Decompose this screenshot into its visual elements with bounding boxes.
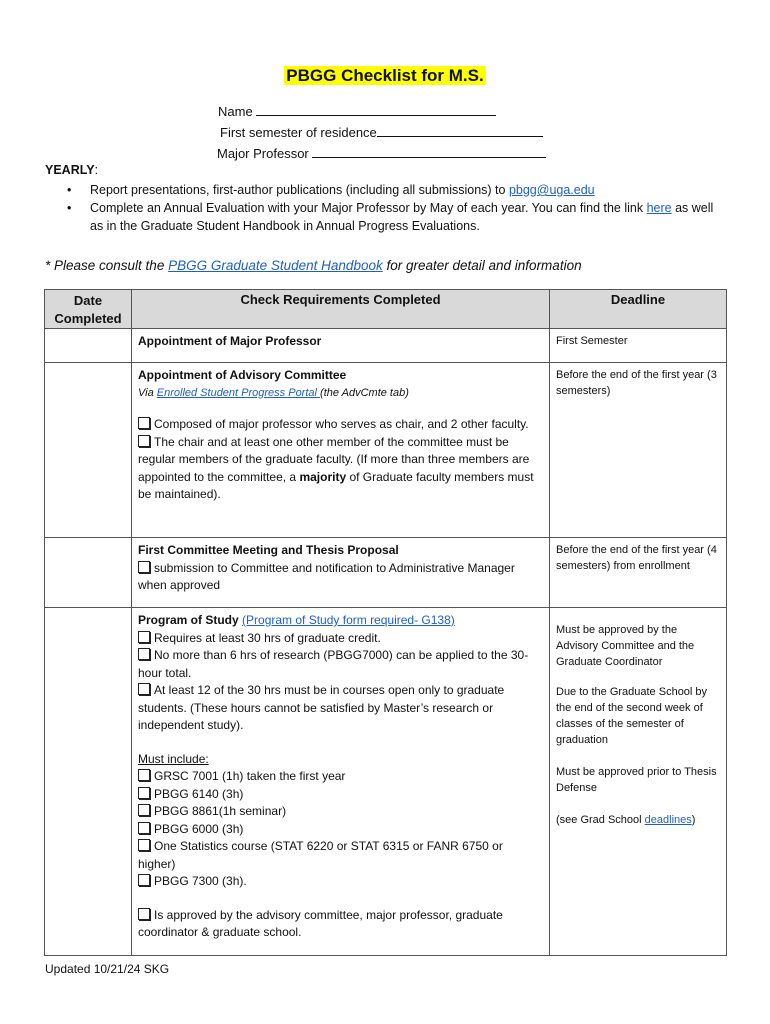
checklist-item xyxy=(138,838,543,873)
checkbox-icon[interactable] xyxy=(138,874,150,886)
deadline-suffix: ) xyxy=(691,814,696,826)
deadline-cell: First Semester xyxy=(550,329,727,363)
spacer xyxy=(138,735,543,751)
name-label: Name xyxy=(218,104,253,119)
checklist-item xyxy=(138,873,543,891)
first-semester-field[interactable] xyxy=(220,124,543,140)
date-cell[interactable] xyxy=(45,363,132,538)
spacer xyxy=(556,796,720,812)
date-cell[interactable] xyxy=(45,329,132,363)
yearly-bullets xyxy=(45,181,725,235)
date-cell[interactable] xyxy=(45,538,132,608)
spacer xyxy=(138,402,543,416)
table-header-row xyxy=(45,290,727,329)
list-item xyxy=(45,199,725,235)
checklist-item xyxy=(138,803,543,821)
via-suffix: (the AdvCmte tab) xyxy=(320,386,409,399)
via-prefix: Via xyxy=(138,386,157,399)
deadline-cell: Before the end of the first year (4 semesters) from enrollment xyxy=(550,538,727,608)
date-header: Date Completed xyxy=(45,290,132,329)
checklist-item xyxy=(138,434,543,504)
email-link[interactable]: pbgg@uga.edu xyxy=(508,183,595,197)
bullet-icon: • xyxy=(67,183,72,197)
requirement-cell xyxy=(132,363,550,538)
requirement-cell xyxy=(132,329,550,363)
item-text: No more than 6 hrs of research (PBGG7000) can be applied to the 30-hour total. xyxy=(138,648,529,680)
handbook-link[interactable]: PBGG Graduate Student Handbook xyxy=(168,258,383,273)
consult-prefix: * Please consult the xyxy=(45,258,169,273)
course-text: PBGG 6000 (3h) xyxy=(154,821,244,836)
deadline-cell: Before the end of the first year (3 semesters) xyxy=(550,363,727,538)
course-text: PBGG 7300 (3h). xyxy=(154,874,247,888)
checkbox-icon[interactable] xyxy=(138,787,150,799)
item-bold-text: majority xyxy=(299,469,347,484)
date-cell[interactable] xyxy=(45,608,132,956)
first-semester-label: First semester of residence xyxy=(220,125,377,140)
table-row xyxy=(45,363,727,538)
spacer xyxy=(556,748,720,764)
consult-suffix: for greater detail and information xyxy=(382,258,582,273)
page-title: PBGG Checklist for M.S. xyxy=(286,66,484,85)
name-field[interactable] xyxy=(218,103,496,119)
item-text: of Graduate faculty members must be maintained). xyxy=(138,469,534,501)
major-professor-label: Major Professor xyxy=(217,146,309,161)
via-line xyxy=(138,385,543,403)
checklist-item xyxy=(138,416,543,434)
deadlines-link[interactable]: deadlines xyxy=(644,814,692,826)
checklist-item xyxy=(138,907,543,942)
name-line[interactable] xyxy=(256,103,496,116)
major-professor-field[interactable] xyxy=(217,145,546,161)
requirement-cell xyxy=(132,608,550,956)
deadline-text: Must be approved prior to Thesis Defense xyxy=(556,766,717,794)
checkbox-icon[interactable] xyxy=(138,822,150,834)
bullet-text: as well as in the Graduate Student Handbook in Annual Progress Evaluations. xyxy=(90,201,714,233)
checkbox-icon[interactable] xyxy=(138,435,150,447)
item-text: At least 12 of the 30 hrs must be in courses open only to graduate students. (These hours cannot be satisfied by Master’s research or independent study). xyxy=(138,683,505,732)
checkbox-icon[interactable] xyxy=(138,683,150,695)
spacer xyxy=(556,670,720,684)
row-title: First Committee Meeting and Thesis Proposal xyxy=(138,543,399,557)
row-title: Appointment of Advisory Committee xyxy=(138,368,347,382)
here-link[interactable]: here xyxy=(646,201,672,215)
program-of-study-title xyxy=(138,612,543,630)
course-text: GRSC 7001 (1h) taken the first year xyxy=(154,769,346,783)
bullet-icon: • xyxy=(67,201,72,215)
spacer xyxy=(138,891,543,907)
table-row xyxy=(45,608,727,956)
checkbox-icon[interactable] xyxy=(138,804,150,816)
checklist-item xyxy=(138,786,543,804)
checkbox-icon[interactable] xyxy=(138,769,150,781)
checklist-item xyxy=(138,821,543,839)
requirements-header: Check Requirements Completed xyxy=(132,290,550,329)
deadline-text: Due to the Graduate School by the end of the second week of classes of the semester of graduation xyxy=(556,686,708,746)
deadline-text xyxy=(556,812,720,828)
item-text: The chair and at least one other member of the committee must be regular members of the graduate faculty. (If more than three members are appointed to the committee, a xyxy=(138,434,530,484)
program-of-study-form-link[interactable]: (Program of Study form required- G138) xyxy=(242,613,455,627)
item-text: submission to Committee and notification to Administrative Manager when approved xyxy=(138,560,515,592)
row-title: Program of Study xyxy=(138,613,239,627)
requirement-cell xyxy=(132,538,550,608)
checkbox-icon[interactable] xyxy=(138,561,150,573)
course-text: PBGG 8861(1h seminar) xyxy=(154,804,287,818)
checkbox-icon[interactable] xyxy=(138,417,150,429)
checkbox-icon[interactable] xyxy=(138,648,150,660)
checklist-item xyxy=(138,560,543,595)
course-text: PBGG 6140 (3h) xyxy=(154,786,244,801)
checklist-item xyxy=(138,682,543,735)
checklist-item xyxy=(138,647,543,682)
table-row xyxy=(45,538,727,608)
major-professor-line[interactable] xyxy=(312,145,546,158)
footer-updated: Updated 10/21/24 SKG xyxy=(45,962,170,976)
checkbox-icon[interactable] xyxy=(138,908,150,920)
first-semester-line[interactable] xyxy=(377,124,543,137)
table-row xyxy=(45,329,727,363)
checklist-item xyxy=(138,630,543,648)
row-title: Appointment of Major Professor xyxy=(138,334,322,348)
consult-note xyxy=(45,258,582,273)
deadline-cell xyxy=(550,608,727,956)
deadline-text: Must be approved by the Advisory Committee and the Graduate Coordinator xyxy=(556,624,695,668)
item-text: Is approved by the advisory committee, major professor, graduate coordinator & graduate school. xyxy=(138,907,503,939)
item-text: Requires at least 30 hrs of graduate credit. xyxy=(154,630,381,645)
checklist-table xyxy=(44,289,727,956)
bullet-text: Complete an Annual Evaluation with your Major Professor by May of each year. You can find the link xyxy=(90,201,647,215)
yearly-heading: YEARLY: xyxy=(45,163,99,177)
checkbox-icon[interactable] xyxy=(138,839,150,851)
list-item xyxy=(45,181,725,199)
checklist-item xyxy=(138,768,543,786)
deadline-header: Deadline xyxy=(550,290,727,329)
checkbox-icon[interactable] xyxy=(138,631,150,643)
item-text: Composed of major professor who serves as chair, and 2 other faculty. xyxy=(154,417,529,431)
must-include-label: Must include: xyxy=(138,751,209,766)
bullet-text: Report presentations, first-author publications (including all submissions) to xyxy=(90,183,509,197)
deadline-prefix: (see Grad School xyxy=(556,814,645,826)
course-text: One Statistics course (STAT 6220 or STAT 6315 or FANR 6750 or higher) xyxy=(138,839,503,871)
progress-portal-link[interactable]: Enrolled Student Progress Portal xyxy=(156,386,321,399)
